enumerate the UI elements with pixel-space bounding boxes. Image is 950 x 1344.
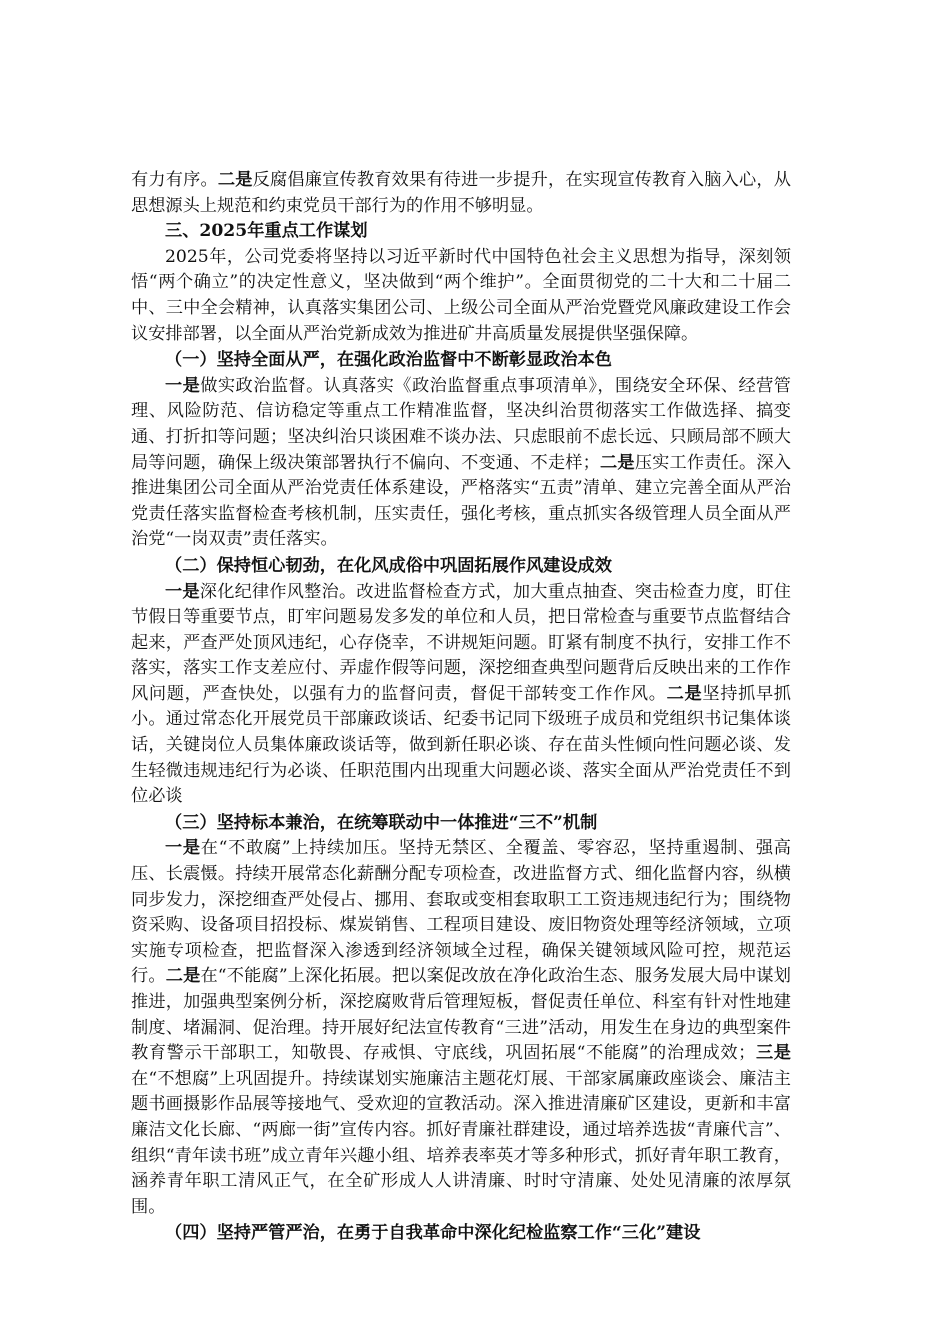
subsection-1-paragraph xyxy=(131,374,791,553)
sub3-three-text: 在“不想腐”上巩固提升。持续谋划实施廉洁主题花灯展、干部家属廉政座谈会、廉洁主题书画摄影作品展等接地气、受欢迎的宣教活动。深入推进清廉矿区建设，更新和丰富廉洁文化长廊、“两廊一街”宣传内容。抓好青廉社群建设，通过培养选拔“青廉代言”、组织“青年读书班”成立青年兴趣小组、培养表率英才等多种形式，抓好青年职工教育，涵养青年职工清风正气，在全矿形成人人讲清廉、时时守清廉、处处见清廉的浓厚氛围。 xyxy=(131,1068,791,1217)
section-3-paragraph: 2025年，公司党委将坚持以习近平新时代中国特色社会主义思想为指导，深刻领悟“两个确立”的决定性意义，坚决做到“两个维护”。全面贯彻党的二十大和二十届二中、三中全会精神，认真落实集团公司、上级公司全面从严治党暨党风廉政建设工作会议安排部署，以全面从严治党新成效为推进矿井高质量发展提供坚强保障。 xyxy=(131,246,791,344)
sub3-ordinal-one: 一是 xyxy=(165,838,201,859)
sub1-two-text: 压实工作责任。深入推进集团公司全面从严治党责任体系建设，严格落实“五责”清单、建立完善全面从严治党责任落实监督检查考核机制，压实责任，强化考核，重点抓实各级管理人员全面从严治党“一岗双责”责任落实。 xyxy=(131,452,791,550)
subsection-2-heading: （二）保持恒心韧劲，在化风成俗中巩固拓展作风建设成效 xyxy=(165,555,612,576)
intro-text-c: 反腐倡廉宣传教育效果有待进一步提升，在实现宣传教育入脑入心，从思想源头上规范和约束党员干部行为的作用不够明显。 xyxy=(131,170,791,216)
sub2-two-text: 坚持抓早抓小。通过常态化开展党员干部廉政谈话、纪委书记同下级班子成员和党组织书记集体谈话，关键岗位人员集体廉政谈话等，做到新任职必谈、存在苗头性倾向性问题必谈、发生轻微违规违纪行为必谈、任职范围内出现重大问题必谈、落实全面从严治党责任不到位必谈 xyxy=(131,683,791,807)
intro-text-a: 有力有序。 xyxy=(131,170,218,190)
subsection-3-paragraph xyxy=(131,836,791,1220)
sub2-ordinal-two: 二是 xyxy=(666,683,703,704)
sub1-ordinal-two: 二是 xyxy=(599,452,635,473)
sub1-ordinal-one: 一是 xyxy=(165,375,201,396)
sub2-one-text: 深化纪律作风整治。改进监督检查方式，加大重点抽查、突击检查力度，盯住节假日等重要节点，盯牢问题易发多发的单位和人员，把日常检查与重要节点监督结合起来，严查严处顶风违纪，心存侥幸，不讲规矩问题。盯紧有制度不执行，安排工作不落实，落实工作支差应付、弄虚作假等问题，深挖细查典型问题背后反映出来的工作作风问题，严查快处，以强有力的监督问责，督促干部转变工作作风。 xyxy=(131,581,791,704)
sub3-ordinal-three: 三是 xyxy=(755,1043,791,1064)
subsection-4-heading: （四）坚持严管严治，在勇于自我革命中深化纪检监察工作“三化”建设 xyxy=(165,1223,701,1244)
sub1-one-text: 做实政治监督。认真落实《政治监督重点事项清单》，围绕安全环保、经营管理、风险防范、信访稳定等重点工作精准监督，坚决纠治贯彻落实工作做选择、搞变通、打折扣等问题；坚决纠治只谈困难不谈办法、只虑眼前不虑长远、只顾局部不顾大局等问题，确保上级决策部署执行不偏向、不变通、不走样； xyxy=(131,375,791,473)
intro-paragraph xyxy=(131,168,791,219)
sub3-two-text: 在“不能腐”上深化拓展。把以案促改放在净化政治生态、服务发展大局中谋划推进，加强典型案例分析，深挖腐败背后管理短板，督促责任单位、科室有针对性地建制度、堵漏洞、促治理。持开展好纪法宣传教育“三进”活动，用发生在身边的典型案件教育警示干部职工，知敬畏、存戒惧、守底线，巩固拓展“不能腐”的治理成效； xyxy=(131,966,791,1064)
subsection-2-paragraph xyxy=(131,580,791,810)
intro-ordinal-two: 二是 xyxy=(217,170,253,190)
document-body xyxy=(131,168,791,1247)
sub2-ordinal-one: 一是 xyxy=(165,581,200,602)
sub3-ordinal-two: 二是 xyxy=(165,966,201,987)
section-3-heading: 三、2025年重点工作谋划 xyxy=(165,221,368,242)
subsection-1-heading: （一）坚持全面从严，在强化政治监督中不断彰显政治本色 xyxy=(165,350,612,371)
subsection-3-heading: （三）坚持标本兼治，在统筹联动中一体推进“三不”机制 xyxy=(165,812,598,833)
sub3-one-text: 在“不敢腐”上持续加压。坚持无禁区、全覆盖、零容忍，坚持重遏制、强高压、长震慑。持续开展常态化薪酬分配专项检查，改进监督方式、细化监督内容，纵横同步发力，深挖细查严处侵占、挪用、套取或变相套取职工工资违规违纪行为；围绕物资采购、设备项目招投标、煤炭销售、工程项目建设、废旧物资处理等经济领域，立项实施专项检查，把监督深入渗透到经济领域全过程，确保关键领域风险可控，规范运行。 xyxy=(131,838,791,987)
